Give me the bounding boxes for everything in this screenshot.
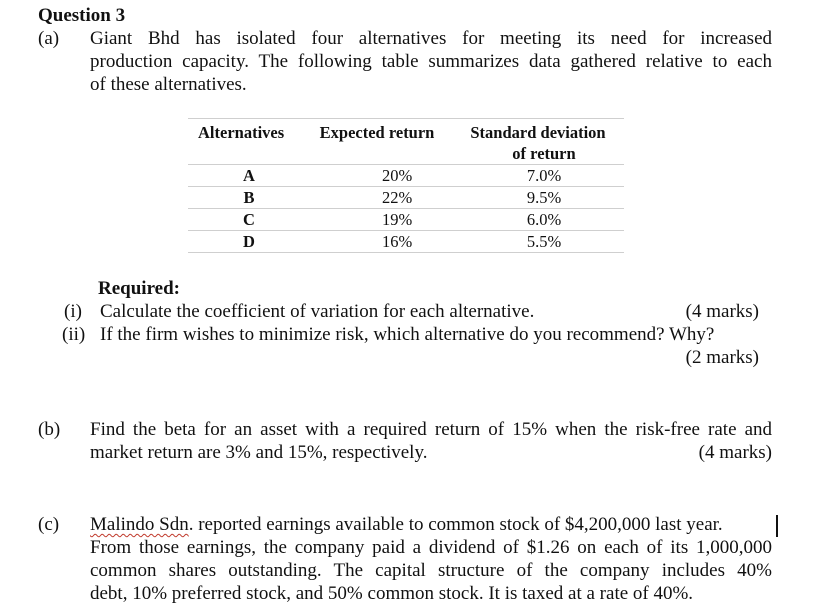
question-title: Question 3 [38,5,126,26]
cell-standard-deviation: 9.5% [452,187,624,209]
cell-alternative: B [188,187,302,209]
part-c-line-3: common shares outstanding. The capital structure of the company includes 40% [90,560,772,581]
cell-standard-deviation: 5.5% [452,231,624,253]
header-standard-deviation: Standard deviation [452,119,624,144]
part-b-line-1: Find the beta for an asset with a required return of 15% when the risk-free rate and [90,419,772,440]
part-b-line-2: market return are 3% and 15%, respectively. [90,442,428,463]
sub-i-label: (i) [64,301,82,322]
sub-ii-marks: (2 marks) [685,347,759,368]
cell-alternative: D [188,231,302,253]
part-c-line-1 [90,513,723,536]
text-cursor [776,515,778,537]
part-c-line-1-rest: . reported earnings available to common stock of $4,200,000 last year. [188,514,723,535]
cell-expected-return: 22% [302,187,452,209]
cell-alternative: C [188,209,302,231]
cell-standard-deviation: 6.0% [452,209,624,231]
sub-i-marks: (4 marks) [685,301,759,322]
part-a-intro-line-2: production capacity. The following table summarizes data gathered relative to each [90,51,772,72]
header-of-return: of return [512,144,576,163]
required-label: Required: [98,278,180,299]
sub-ii-text: If the firm wishes to minimize risk, which alternative do you recommend? Why? [100,324,715,345]
part-a-intro-line-1: Giant Bhd has isolated four alternatives for meeting its need for increased [90,28,772,49]
cell-expected-return: 20% [302,165,452,187]
part-b-label: (b) [38,419,61,440]
table-row [188,187,624,209]
cell-standard-deviation: 7.0% [452,165,624,187]
cell-expected-return: 16% [302,231,452,253]
alternatives-table [188,118,624,253]
part-c-line-4: debt, 10% preferred stock, and 50% common stock. It is taxed at a rate of 40%. [90,583,694,604]
sub-ii-label: (ii) [62,324,86,345]
header-alternatives: Alternatives [188,119,302,144]
company-name: Malindo Sdn [90,514,189,535]
header-expected-return: Expected return [302,119,452,144]
table-row [188,209,624,231]
cell-expected-return: 19% [302,209,452,231]
table-row [188,165,624,187]
part-c-label: (c) [38,514,60,535]
part-c-line-2: From those earnings, the company paid a dividend of $1.26 on each of its 1,000,000 [90,537,772,558]
sub-i-text: Calculate the coefficient of variation for each alternative. [100,301,535,322]
part-a-label: (a) [38,28,60,49]
table-row [188,231,624,253]
part-b-marks: (4 marks) [698,442,772,463]
cell-alternative: A [188,165,302,187]
part-a-intro-line-3: of these alternatives. [90,74,247,95]
